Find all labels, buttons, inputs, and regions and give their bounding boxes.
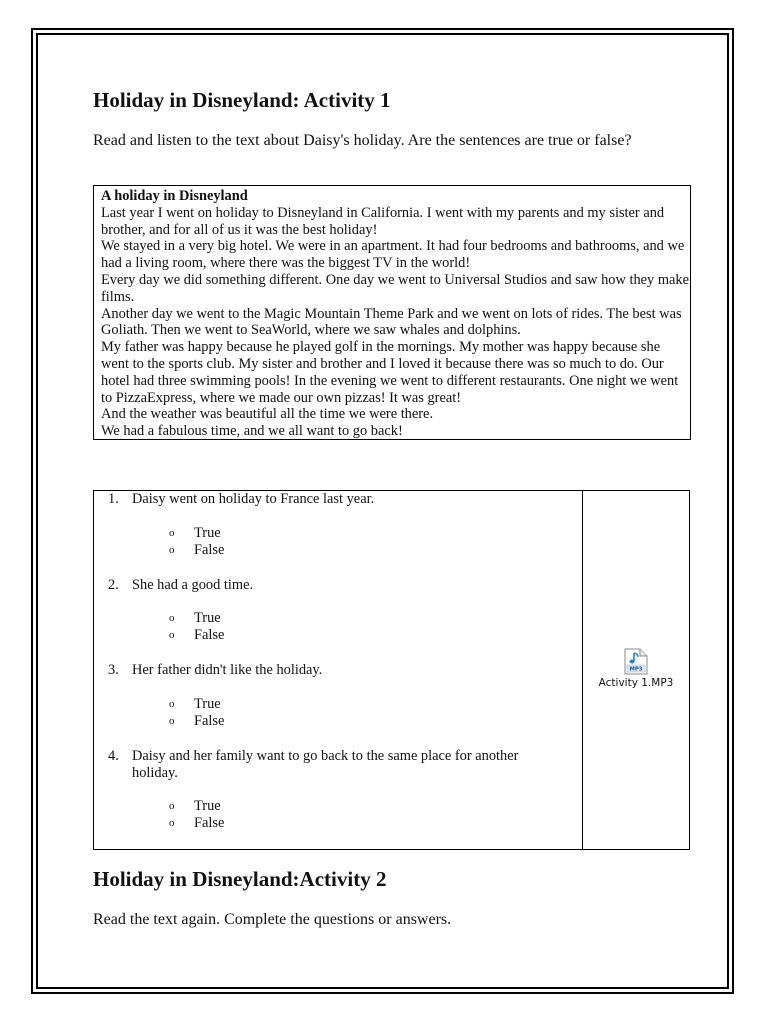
quiz-questions-cell xyxy=(94,491,583,849)
quiz-table xyxy=(93,490,690,850)
attachment-filename: Activity 1.MP3 xyxy=(598,677,674,689)
attachment-cell xyxy=(583,491,689,849)
answer-option-true[interactable] xyxy=(169,798,369,815)
story-paragraph: We stayed in a very big hotel. We were in an apartment. It had four bedrooms and bathrooms, and we had a living room, where there was the biggest TV in the world! xyxy=(101,238,685,272)
question-text: She had a good time. xyxy=(132,577,254,593)
question-text: Daisy and her family want to go back to the same place for another holiday. xyxy=(132,748,519,781)
activity-2-title: Holiday in Disneyland:Activity 2 xyxy=(93,867,387,891)
story-paragraph: Last year I went on holiday to Disneyland in California. I went with my parents and my sister and brother, and for all of us it was the best holiday! xyxy=(101,204,665,238)
question-number: 4. xyxy=(108,748,119,764)
option-bullet: o xyxy=(169,544,175,556)
answer-option-false[interactable] xyxy=(169,815,369,832)
story-paragraph: My father was happy because he played golf in the mornings. My mother was happy because she went to the sports club. My sister and brother and I loved it because there was so much to do. Our hotel had three swimming pools! In the evening we went to different restaurants. One night we went to PizzaExpress, where we made our own pizzas! It was great! xyxy=(101,339,679,406)
story-paragraph: And the weather was beautiful all the time we were there. xyxy=(101,406,434,423)
answer-option-false[interactable] xyxy=(169,713,369,730)
answer-option-false[interactable] xyxy=(169,542,369,559)
question-number: 2. xyxy=(108,577,119,593)
option-bullet: o xyxy=(169,629,175,641)
option-label: True xyxy=(194,696,221,712)
activity-1-title: Holiday in Disneyland: Activity 1 xyxy=(93,88,391,112)
option-bullet: o xyxy=(169,800,175,812)
answer-option-true[interactable] xyxy=(169,610,369,627)
mp3-attachment[interactable] xyxy=(583,648,689,689)
option-label: False xyxy=(194,542,225,558)
option-bullet: o xyxy=(169,527,175,539)
option-bullet: o xyxy=(169,612,175,624)
answer-option-false[interactable] xyxy=(169,627,369,644)
option-label: True xyxy=(194,610,221,626)
question-text: Her father didn't like the holiday. xyxy=(132,662,323,678)
option-label: True xyxy=(194,798,221,814)
option-label: False xyxy=(194,815,225,831)
question-text: Daisy went on holiday to France last year. xyxy=(132,491,375,507)
answer-option-true[interactable] xyxy=(169,525,369,542)
option-bullet: o xyxy=(169,698,175,710)
question-number: 3. xyxy=(108,662,119,678)
option-bullet: o xyxy=(169,817,175,829)
story-paragraph: We had a fabulous time, and we all want to go back! xyxy=(101,423,403,440)
story-box xyxy=(93,185,691,440)
answer-option-true[interactable] xyxy=(169,696,369,713)
story-paragraph: Every day we did something different. One day we went to Universal Studios and saw how they make films. xyxy=(101,271,690,305)
mp3-badge: MP3 xyxy=(629,666,643,673)
mp3-file-icon xyxy=(624,648,648,675)
story-title: A holiday in Disneyland xyxy=(101,188,248,204)
question-number: 1. xyxy=(108,491,119,507)
story-paragraph: Another day we went to the Magic Mountain Theme Park and we went on lots of rides. The best was Goliath. Then we went to SeaWorld, where we saw whales and dolphins. xyxy=(101,305,682,339)
option-label: False xyxy=(194,627,225,643)
activity-1-instruction: Read and listen to the text about Daisy's holiday. Are the sentences are true or false? xyxy=(93,132,632,149)
option-bullet: o xyxy=(169,715,175,727)
activity-2-instruction: Read the text again. Complete the questions or answers. xyxy=(93,911,452,928)
option-label: False xyxy=(194,713,225,729)
option-label: True xyxy=(194,525,221,541)
